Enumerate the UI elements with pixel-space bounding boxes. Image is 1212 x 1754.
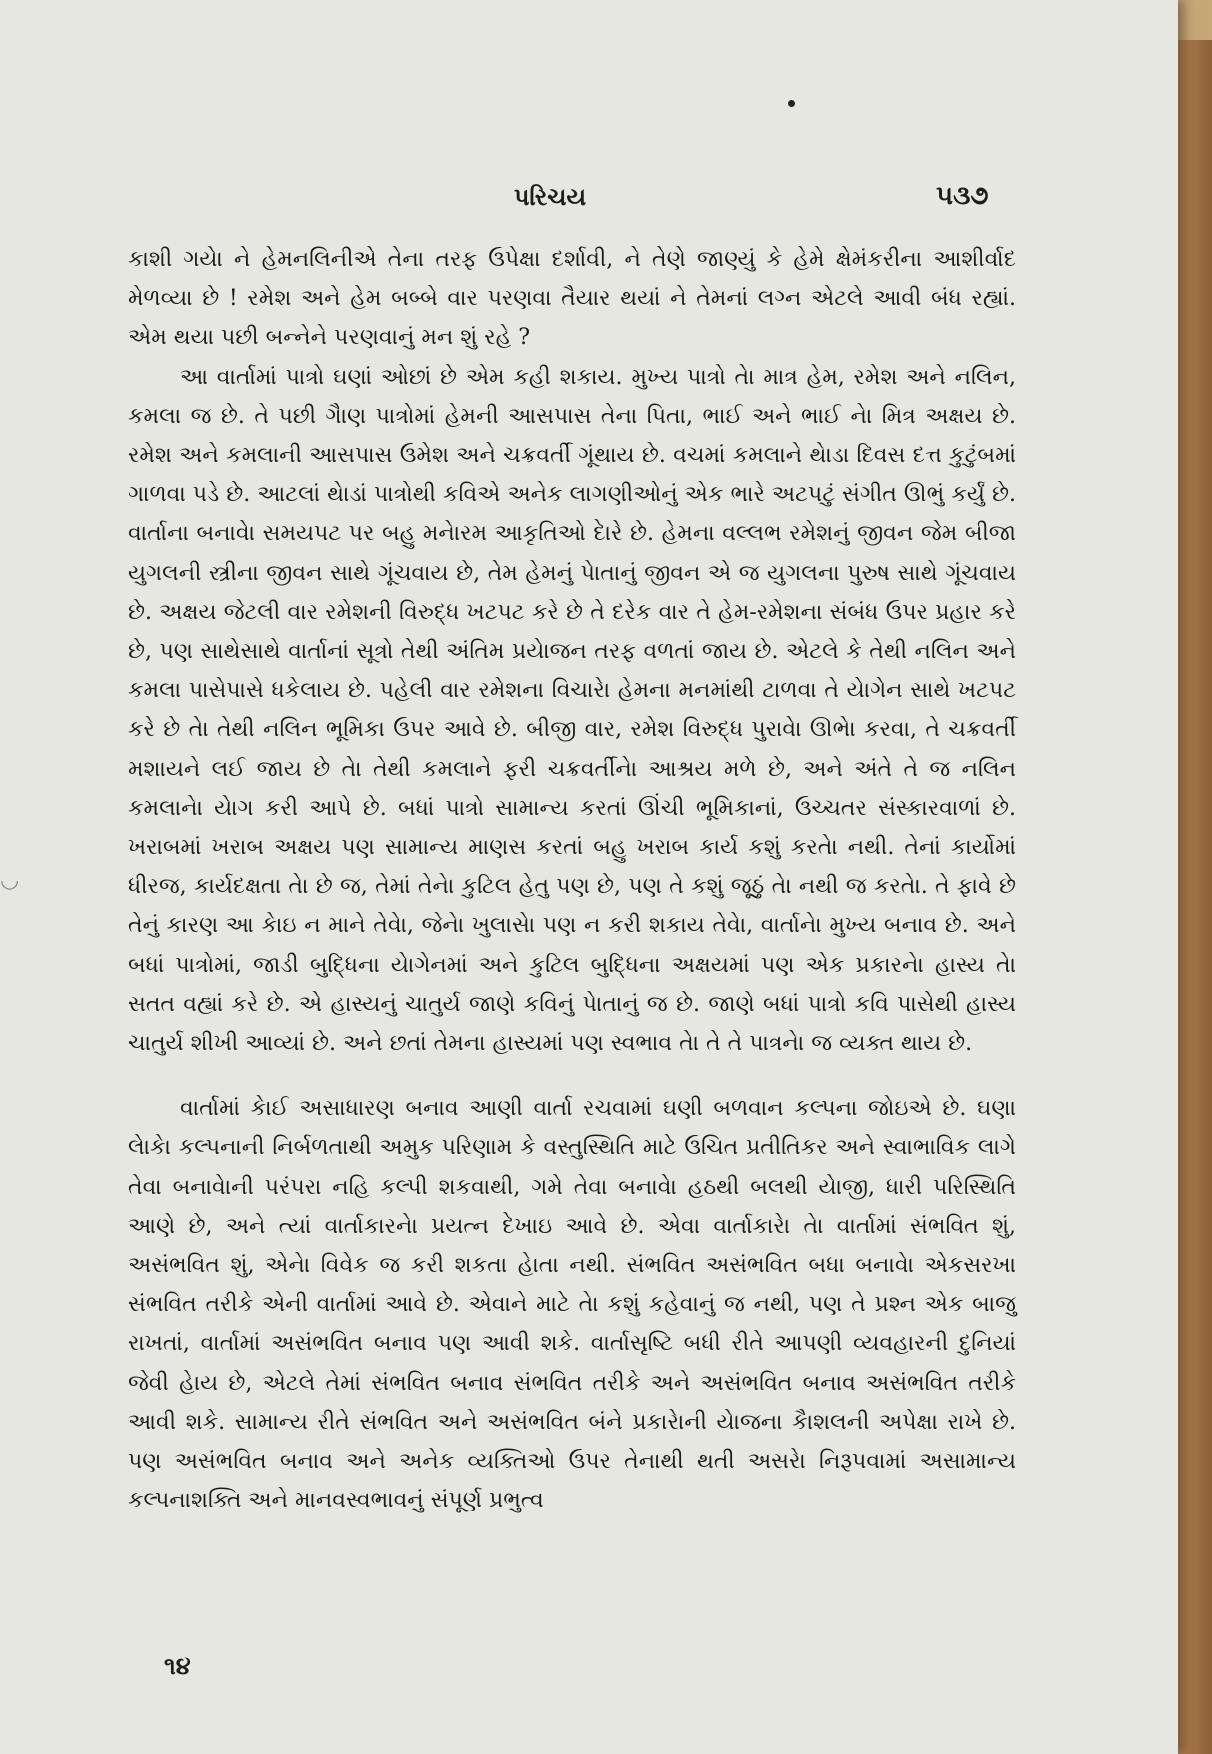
page-title: પરિચય: [513, 183, 587, 211]
paragraph-continuation: કાશી ગયેા ને હેમનલિનીએ તેના તરફ ઉપેક્ષા દર્શાવી, ને તેણે જાણ્યું કે હેમે ક્ષેમંકરીના આશીર્વાદ મેળવ્યા છે ! રમેશ અને હેમ બબ્બે વાર પરણવા તૈયાર થયાં ને તેમનાં લગ્ન એટલે આવી બંધ રહ્યાં. એમ થયા પછી બન્નેને પરણવાનું મન શું રહે ?: [128, 247, 1016, 351]
body-text: [128, 240, 1016, 1521]
signature-mark: ૧૪: [164, 1652, 191, 1680]
paragraph-imagination: વાર્તામાં કેાઈ અસાધારણ બનાવ આણી વાર્તા રચવામાં ઘણી બળવાન કલ્પના જોઇએ છે. ઘણા લેાકેા કલ્પનાની નિર્બળતાથી અમુક પરિણામ કે વસ્તુસ્થિતિ માટે ઉચિત પ્રતીતિકર અને સ્વાભાવિક લાગે તેવા બનાવેાની પરંપરા નહિ કલ્પી શકવાથી, ગમે તેવા બનાવેા હઠથી બલથી યેાજી, ધારી પરિસ્થિતિ આણે છે, અને ત્યાં વાર્તાકારનેા પ્રયત્ન દેખાઇ આવે છે. એવા વાર્તાકારેા તેા વાર્તામાં સંભવિત શું, અસંભવિત શું, એનેા વિવેક જ કરી શકતા હેાતા નથી. સંભવિત અસંભવિત બધા બનાવેા એકસરખા સંભવિત તરીકે એની વાર્તામાં આવે છે. એવાને માટે તેા કશું કહેવાનું જ નથી, પણ તે પ્રશ્ન એક બાજુ રાખતાં, વાર્તામાં અસંભવિત બનાવ પણ આવી શકે. વાર્તાસૃષ્ટિ બધી રીતે આપણી વ્યવહારની દુનિયાં જેવી હેાય છે, એટલે તેમાં સંભવિત બનાવ સંભવિત તરીકે અને અસંભવિત બનાવ અસંભવિત તરીકે આવી શકે. સામાન્ય રીતે સંભવિત અને અસંભવિત બંને પ્રકારેાની યેાજના કૈાશલની અપેક્ષા રાખે છે. પણ અસંભવિત બનાવ અને અનેક વ્યક્તિઓ ઉપર તેનાથી થતી અસરેા નિરૂપવામાં અસામાન્ય કલ્પનાશક્તિ અને માનવસ્વભાવનું સંપૂર્ણ પ્રભુત્વ: [128, 1096, 1016, 1514]
ink-dot: [788, 100, 795, 107]
paragraph-characters: આ વાર્તામાં પાત્રો ઘણાં ઓછાં છે એમ કહી શકાય. મુખ્ય પાત્રો તેા માત્ર હેમ, રમેશ અને નલિન, કમલા જ છે. તે પછી ગૈાણ પાત્રોમાં હેમની આસપાસ તેના પિતા, ભાઈ અને ભાઈ નેા મિત્ર અક્ષય છે. રમેશ અને કમલાની આસપાસ ઉમેશ અને ચક્રવર્તી ગૂંથાય છે. વચમાં કમલાને થેાડા દિવસ દત્ત કુટુંબમાં ગાળવા પડે છે. આટલાં થેાડાં પાત્રોથી કવિએ અનેક લાગણીઓનું એક ભારે અટપટું સંગીત ઊભું કર્યું છે. વાર્તાના બનાવેા સમયપટ પર બહુ મનેારમ આકૃતિઓ દેારે છે. હેમના વલ્લભ રમેશનું જીવન જેમ બીજા યુગલની સ્ત્રીના જીવન સાથે ગૂંચવાય છે, તેમ હેમનું પેાતાનું જીવન એ જ યુગલના પુરુષ સાથે ગૂંચવાય છે. અક્ષય જેટલી વાર રમેશની વિરુદ્ધ ખટપટ કરે છે તે દરેક વાર તે હેમ-રમેશના સંબંધ ઉપર પ્રહાર કરે છે, પણ સાથેસાથે વાર્તાનાં સૂત્રો તેથી અંતિમ પ્રયેાજન તરફ વળતાં જાય છે. એટલે કે તેથી નલિન અને કમલા પાસેપાસે ધકેલાય છે. પહેલી વાર રમેશના વિચારેા હેમના મનમાંથી ટાળવા તે યેાગેન સાથે ખટપટ કરે છે તેા તેથી નલિન ભૂમિકા ઉપર આવે છે. બીજી વાર, રમેશ વિરુદ્ધ પુરાવેા ઊભેા કરવા, તે ચક્રવર્તી મશાયને લઈ જાય છે તેા તેથી કમલાને ફરી ચક્રવર્તીનેા આશ્રય મળે છે, અને અંતે તે જ નલિન કમલાનેા યેાગ કરી આપે છે. બધાં પાત્રો સામાન્ય કરતાં ઊંચી ભૂમિકાનાં, ઉચ્ચતર સંસ્કારવાળાં છે. ખરાબમાં ખરાબ અક્ષય પણ સામાન્ય માણસ કરતાં બહુ ખરાબ કાર્ય કશું કરતેા નથી. તેનાં કાર્યોમાં ધીરજ, કાર્યદક્ષતા તેા છે જ, તેમાં તેનેા કુટિલ હેતુ પણ છે, પણ તે કશું જૂઠું તેા નથી જ કરતેા. તે ફાવે છે તેનું કારણ આ કેાઇ ન માને તેવેા, જેનેા ખુલાસેા પણ ન કરી શકાય તેવેા, વાર્તાનેા મુખ્ય બનાવ છે. અને બધાં પાત્રોમાં, જાડી બુદ્ધિના યેાગેનમાં અને કુટિલ બુદ્ધિના અક્ષયમાં પણ એક પ્રકારનેા હાસ્ય તેા સતત વહ્યાં કરે છે. એ હાસ્યનું ચાતુર્ય જાણે કવિનું પેાતાનું જ છે. જાણે બધાં પાત્રો કવિ પાસેથી હાસ્ય ચાતુર્ય શીખી આવ્યાં છે. અને છતાં તેમના હાસ્યમાં પણ સ્વભાવ તેા તે તે પાત્રનેા જ વ્યક્ત થાય છે.: [128, 364, 1016, 1057]
page-number: ૫૩૭: [936, 181, 989, 211]
paragraph-gap: [128, 1063, 1016, 1089]
margin-mark: ◡: [0, 868, 20, 893]
